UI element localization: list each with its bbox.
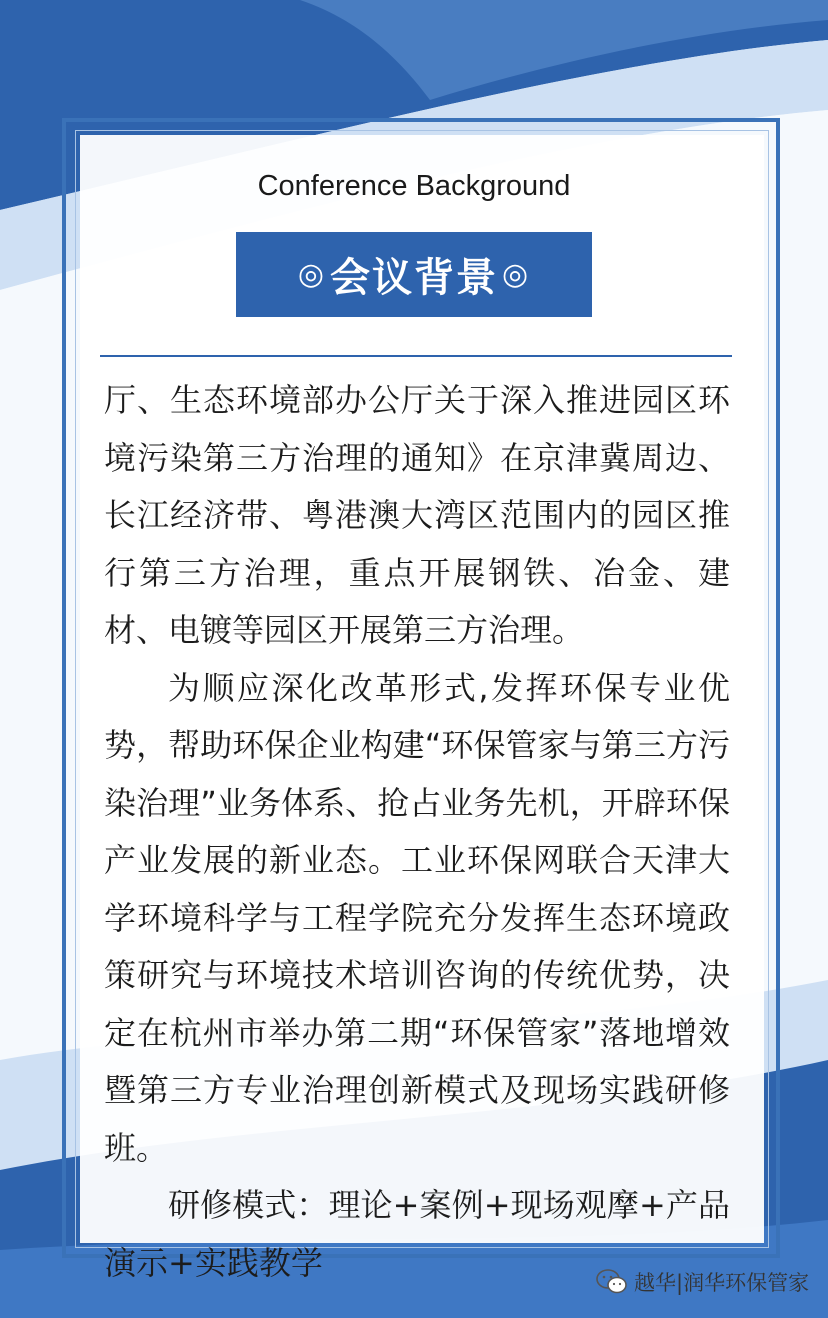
paragraph: 为顺应深化改革形式,发挥环保专业优势，帮助环保企业构建“环保管家与第三方污染治理”业务体系、抢占业务先机，开辟环保产业发展的新业态。工业环保网联合天津大学环境科学与工程学院充分发挥生态环境政策研究与环境技术培训咨询的传统优势，决定在杭州市举办第二期“环保管家”落地增效暨第三方专业治理创新模式及现场实践研修班。 [104, 668, 730, 1167]
wechat-icon [596, 1269, 628, 1295]
section-title: 会议背景 [330, 254, 498, 301]
paragraph: 研修模式：理论+案例+现场观摩+产品演示+实践教学 [104, 1186, 730, 1282]
double-circle-icon: ◎ [297, 257, 326, 292]
paragraph: 厅、生态环境部办公厅关于深入推进园区环境污染第三方治理的通知》在京津冀周边、长江经济带、粤港澳大湾区范围内的园区推行第三方治理，重点开展钢铁、冶金、建材、电镀等园区开展第三方治理。 [104, 381, 730, 649]
article-body [104, 372, 730, 1292]
double-circle-icon: ◎ [502, 257, 531, 292]
section-title-banner [236, 232, 592, 317]
subtitle-english: Conference Background [257, 170, 571, 202]
footer-account[interactable] [596, 1262, 809, 1302]
title-divider [100, 355, 732, 357]
account-name: 越华|润华环保管家 [634, 1271, 810, 1295]
